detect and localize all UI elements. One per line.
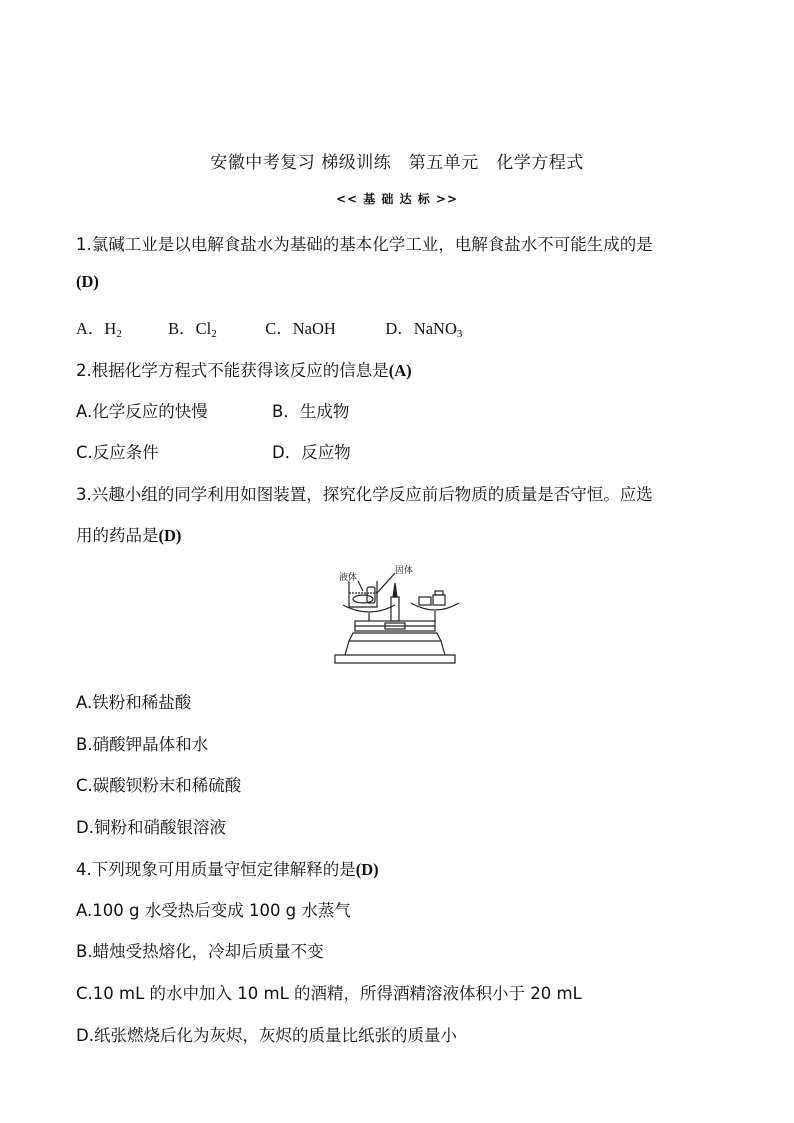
q1-option-b: B．$Cl_2$ [168,319,217,340]
page-title: 安徽中考复习 梯级训练 第五单元 化学方程式 [210,153,584,173]
question-1-options [76,315,462,339]
q2-option-c: C.反应条件 [76,443,159,462]
question-1-answer: (D) [76,272,99,291]
q3-option-b: B.硝酸钾晶体和水 [76,735,209,754]
q4-option-b: B.蜡烛受热熔化，冷却后质量不变 [76,942,324,961]
q1-option-c: C．NaOH [265,319,336,338]
weight [419,597,431,605]
q4-option-d: D.纸张燃烧后化为灰烬，灰烬的质量比纸张的质量小 [76,1026,457,1045]
section-heading: << 基 础 达 标 >> [335,192,459,206]
right-pan [411,603,459,610]
q2-option-d: D．反应物 [272,443,351,462]
question-2-options-row2 [76,439,351,463]
question-1-text: 1.氯碱工业是以电解食盐水为基础的基本化学工业，电解食盐水不可能生成的是 [76,235,653,254]
question-3-text-cont: 用的药品是(D) [76,526,182,545]
left-pan [343,605,395,612]
question-4-answer: (D) [355,860,379,879]
question-2-options-row1 [76,398,349,422]
question-4-text: 4.下列现象可用质量守恒定律解释的是(D) [76,860,379,879]
q4-option-c: C.10 mL 的水中加入 10 mL 的酒精，所得酒精溶液体积小于 20 mL [76,984,582,1003]
question-2-text: 2.根据化学方程式不能获得该反应的信息是(A) [76,361,412,380]
q3-option-d: D.铜粉和硝酸银溶液 [76,818,226,837]
figure-label-solid: 固体 [395,566,414,576]
question-2-answer: (A) [388,361,412,380]
q4-option-a: A.100 g 水受热后变成 100 g 水蒸气 [76,901,351,920]
balance-scale-figure [325,563,465,667]
q3-option-a: A.铁粉和稀盐酸 [76,693,192,712]
question-3-text: 3.兴趣小组的同学利用如图装置，探究化学反应前后物质的质量是否守恒。应选 [76,485,653,504]
q3-option-c: C.碳酸钡粉末和稀硫酸 [76,776,242,795]
q1-option-d: D．NaNO$_3$ [385,319,463,340]
q2-option-b: B．生成物 [272,402,350,421]
figure-label-liquid: 液体 [339,573,358,583]
q1-option-a: A．$H_2$ [76,319,122,340]
question-3-answer: (D) [158,526,182,545]
q2-option-a: A.化学反应的快慢 [76,402,208,421]
balance-base [335,655,455,663]
